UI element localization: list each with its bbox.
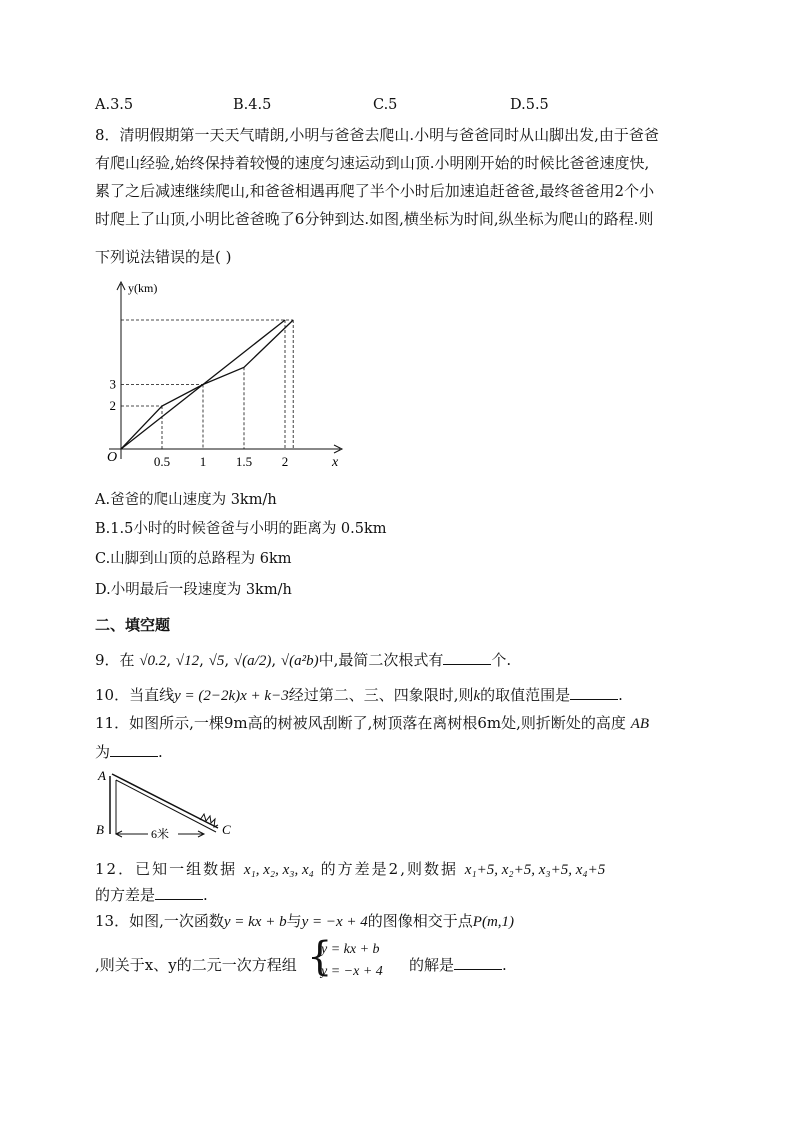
q8-option-c: C.山脚到山顶的总路程为 6km — [95, 551, 292, 567]
q13-answer-blank[interactable] — [454, 955, 502, 970]
q13-suffix: 的图像相交于点 — [367, 912, 473, 930]
q13-prefix: 13．如图,一次函数 — [95, 912, 224, 930]
q11-text: 11．如图所示,一棵9m高的树被风刮断了,树顶落在离树根6m处,则折断处的高度 — [95, 714, 626, 732]
q9-root-5: √(a²b) — [280, 653, 319, 669]
q8-line-5: 下列说法错误的是( ) — [95, 248, 232, 266]
q10-answer-blank[interactable] — [570, 685, 618, 700]
q11-label-b: B — [96, 822, 104, 837]
q9-answer-blank[interactable] — [443, 650, 491, 665]
q10-suffix: 的取值范围是 — [480, 686, 571, 704]
y-axis-label: y(km) — [128, 281, 158, 295]
q11-dist-label: 6米 — [151, 827, 170, 841]
q8-distance-time-chart — [100, 278, 350, 473]
q10: 10．当直线y = (2−2k)x + k−3经过第二、三、四象限时,则k的取值范围是 . — [95, 686, 623, 704]
q9-root-3: √5 — [208, 653, 225, 669]
q9: 9．在 √0.2, √12, √5, √(a/2), √(a²b)中,最简二次根式有 个. — [95, 651, 512, 669]
q10-formula: y = (2−2k)x + k−3 — [174, 688, 289, 704]
q13-line-2 — [95, 934, 695, 986]
y-tick-label: 2 — [109, 398, 116, 413]
q13-line2-prefix: ,则关于x、y的二元一次方程组 — [95, 956, 297, 974]
q9-text: 中,最简二次根式有 — [318, 651, 444, 669]
q7-option-d: D.5.5 — [510, 97, 549, 113]
q13-f1: y = kx + b — [223, 914, 287, 930]
q8-option-b: B.1.5小时的时候爸爸与小明的距离为 0.5km — [95, 521, 387, 537]
q12-line-1 — [95, 858, 605, 879]
q8-line-1: 8．清明假期第一天天气晴朗,小明与爸爸去爬山.小明与爸爸同时从山脚出发,由于爸爸 — [95, 126, 659, 144]
x-tick-label: 1.5 — [235, 454, 253, 469]
q13-mid: 与 — [286, 912, 302, 930]
q7-option-c: C.5 — [373, 97, 398, 113]
y-tick-label: 3 — [109, 376, 116, 392]
q11-line-1 — [95, 712, 649, 733]
q8-line-4: 时爬上了山顶,小明比爸爸晚了6分钟到达.如图,横坐标为时间,纵坐标为爬山的路程.则 — [95, 210, 654, 228]
origin-label: O — [107, 450, 118, 465]
q7-option-b: B.4.5 — [233, 97, 272, 113]
q9-prefix: 9．在 — [95, 651, 135, 669]
q13-eq-1: y = kx + b — [321, 942, 380, 957]
x-tick-label: 2 — [281, 454, 289, 469]
q11-ab: AB — [630, 716, 650, 732]
q13-eq-2: y = −x + 4 — [321, 964, 383, 979]
q8-line-3: 累了之后减速继续爬山,和爸爸相遇再爬了半个小时后加速追赶爸爸,最终爸爸用2个小 — [95, 182, 655, 200]
q11-fallen-inner — [116, 780, 216, 832]
section-title: 二、填空题 — [95, 616, 171, 634]
q11-fallen-top — [112, 774, 218, 828]
q7-option-a: A.3.5 — [95, 97, 134, 113]
q11-tree-figure — [92, 766, 242, 842]
q11-line-2: 为 . — [95, 743, 163, 761]
q12-text-2: 的方差是 — [95, 886, 156, 904]
q13-brace-icon: { — [307, 934, 333, 980]
q11-label-c: C — [222, 822, 231, 837]
q13-suffix-text: 的解是 — [409, 956, 455, 974]
q11-label-a: A — [98, 768, 106, 783]
q11-answer-blank[interactable] — [110, 742, 158, 757]
q11-text-2: 为 — [95, 743, 111, 761]
q10-var: k — [473, 688, 481, 704]
q13-line-1 — [95, 910, 514, 931]
x-tick-label: 1 — [199, 454, 207, 469]
q9-root-1: √0.2 — [139, 653, 167, 669]
q9-root-2: √12 — [175, 653, 200, 669]
q12-data-2: x₁+5, x₂+5, x₃+5, x₄+5 — [464, 862, 606, 878]
q9-suffix: 个. — [491, 651, 512, 669]
q13-f2: y = −x + 4 — [301, 914, 368, 930]
q10-prefix: 10．当直线 — [95, 686, 175, 704]
q8-option-a: A.爸爸的爬山速度为 3km/h — [95, 492, 277, 508]
x-axis-label: x — [332, 455, 339, 470]
x-tick-label: 0.5 — [153, 454, 171, 469]
q13-line2-suffix: 的解是 . — [409, 956, 507, 974]
q8-option-d: D.小明最后一段速度为 3km/h — [95, 582, 292, 598]
q12-mid: 的方差是2,则数据 — [320, 860, 458, 878]
q12-line-2: 的方差是 . — [95, 886, 208, 904]
q13-point: P(m,1) — [472, 914, 515, 930]
q12-answer-blank[interactable] — [155, 885, 203, 900]
q8-line-2: 有爬山经验,始终保持着较慢的速度匀速运动到山顶.小明刚开始的时候比爸爸速度快, — [95, 154, 650, 172]
q12-prefix: 12．已知一组数据 — [95, 860, 238, 878]
q10-middle: 经过第二、三、四象限时,则 — [288, 686, 474, 704]
q9-root-4: √(a/2) — [233, 653, 272, 669]
q12-data-1: x₁, x₂, x₃, x₄ — [243, 862, 314, 878]
